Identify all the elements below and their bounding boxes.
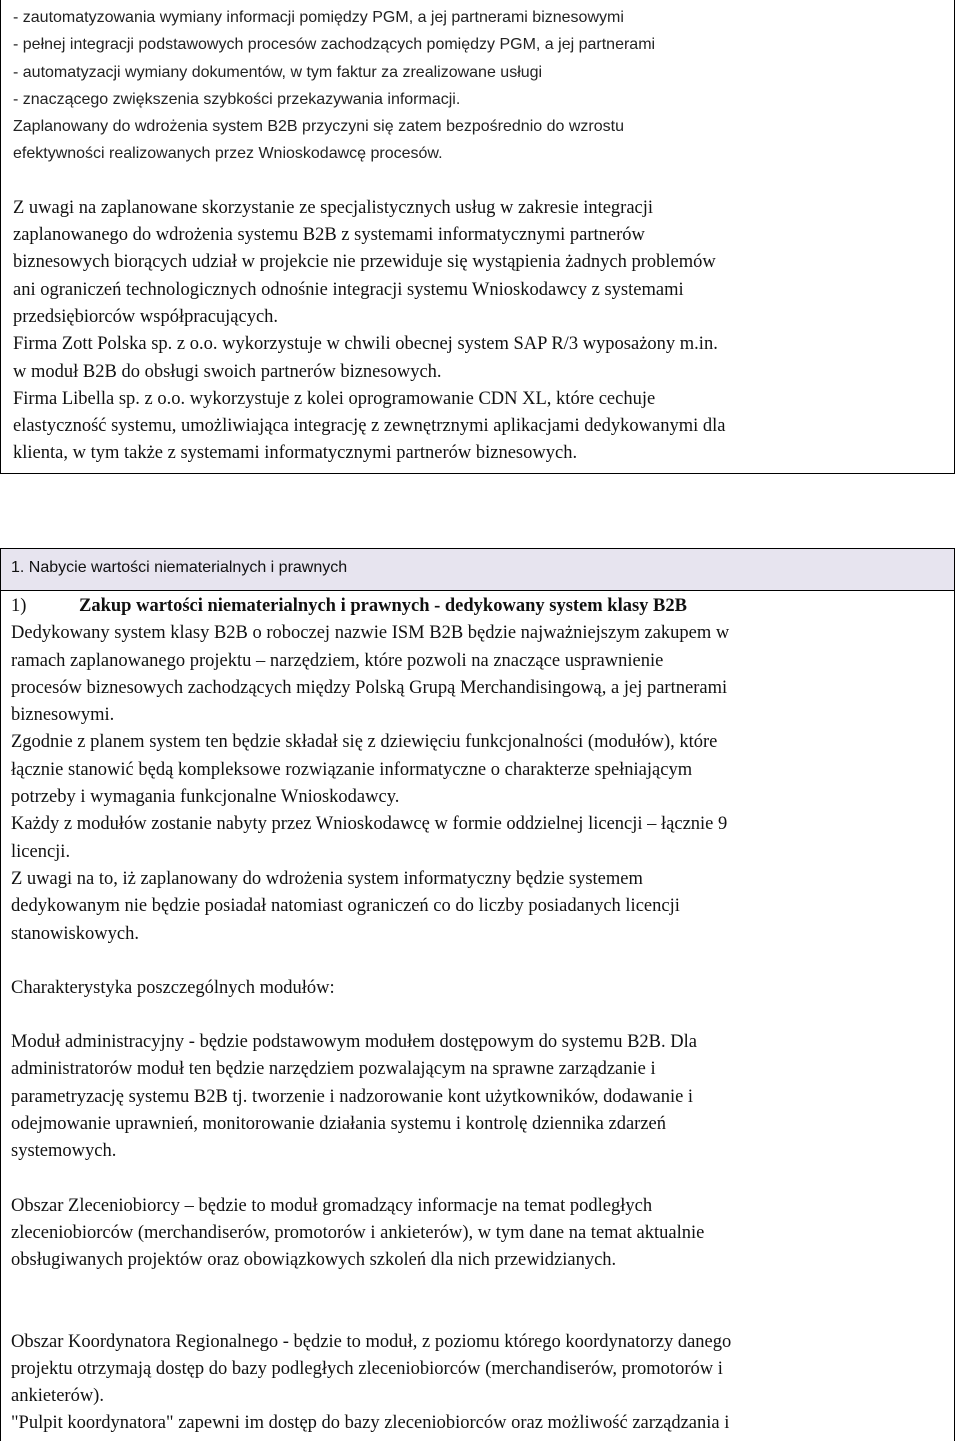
- text-line: - zautomatyzowania wymiany informacji pomiędzy PGM, a jej partnerami biznesowymi: [13, 9, 624, 26]
- text-line: Moduł administracyjny - będzie podstawowym modułem dostępowym do systemu B2B. Dla: [11, 1032, 697, 1053]
- heading-title: Zakup wartości niematerialnych i prawnych - dedykowany system klasy B2B: [79, 596, 687, 616]
- text-line: Firma Libella sp. z o.o. wykorzystuje z kolei oprogramowanie CDN XL, które cechuje: [13, 388, 656, 409]
- text-line: przedsiębiorców współpracujących.: [13, 306, 279, 327]
- section-heading: [11, 593, 946, 620]
- section-table: [0, 548, 955, 1441]
- text-line: Z uwagi na to, iż zaplanowany do wdrożenia system informatyczny będzie systemem: [11, 868, 643, 889]
- text-line: biznesowych biorących udział w projekcie nie przewiduje się wystąpienia żadnych problemów: [13, 252, 716, 273]
- text-line: Zgodnie z planem system ten będzie składał się z dziewięciu funkcjonalności (modułów), które: [11, 732, 718, 753]
- text-line: ankieterów).: [11, 1386, 104, 1407]
- text-line: Dedykowany system klasy B2B o roboczej nazwie ISM B2B będzie najważniejszym zakupem w: [11, 623, 730, 644]
- text-line: parametryzację systemu B2B tj. tworzenie i nadzorowanie kont użytkowników, dodawanie i: [11, 1086, 694, 1107]
- modules-intro: [11, 975, 946, 1002]
- text-line: projektu otrzymają dostęp do bazy podległych zleceniobiorców (merchandiserów, promotorów i: [11, 1358, 723, 1379]
- upper-text-box: [0, 0, 955, 474]
- text-line: klienta, w tym także z systemami informatycznymi partnerów biznesowych.: [13, 443, 578, 464]
- text-line: licencji.: [11, 841, 71, 862]
- text-line: procesów biznesowych zachodzących między Polską Grupą Merchandisingową, a jej partnerami: [11, 677, 728, 698]
- admin-module-paragraph: [11, 1029, 946, 1165]
- text-line: systemowych.: [11, 1141, 117, 1162]
- benefits-list: [13, 4, 942, 168]
- text-line: Zaplanowany do wdrożenia system B2B przyczyni się zatem bezpośrednio do wzrostu: [13, 118, 624, 136]
- text-line: dedykowanym nie będzie posiadał natomiast ograniczeń co do liczby posiadanych licencji: [11, 896, 680, 917]
- text-line: Każdy z modułów zostanie nabyty przez Wnioskodawcę w formie oddzielnej licencji – łącznie 9: [11, 814, 728, 835]
- text-line: elastyczność systemu, umożliwiająca integrację z zewnętrznymi aplikacjami dedykowanymi dla: [13, 416, 726, 437]
- text-line: - automatyzacji wymiany dokumentów, w tym faktur za zrealizowane usługi: [13, 63, 543, 81]
- text-line: potrzeby i wymagania funkcjonalne Wnioskodawcy.: [11, 787, 400, 808]
- text-line: - znaczącego zwiększenia szybkości przekazywania informacji.: [13, 90, 461, 108]
- text-line: - pełnej integracji podstawowych procesów zachodzących pomiędzy PGM, a jej partnerami: [13, 36, 656, 54]
- text-line: Firma Zott Polska sp. z o.o. wykorzystuje w chwili obecnej system SAP R/3 wyposażony m.in.: [13, 334, 718, 355]
- heading-number: 1): [11, 596, 27, 616]
- description-paragraph: [11, 620, 946, 948]
- text-line: łącznie stanowić będą kompleksowe rozwiązanie informatyczne o charakterze spełniającym: [11, 759, 693, 780]
- section-header: [1, 549, 954, 591]
- text-line: Obszar Koordynatora Regionalnego - będzie to moduł, z poziomu którego koordynatorzy danego: [11, 1331, 732, 1352]
- coordinator-module-paragraph: [11, 1329, 946, 1438]
- text-line: efektywności realizowanych przez Wnioskodawcę procesów.: [13, 145, 443, 163]
- text-line: stanowiskowych.: [11, 923, 139, 944]
- text-line: ramach zaplanowanego projektu – narzędziem, które pozwoli na znaczące usprawnienie: [11, 650, 664, 671]
- text-line: zleceniobiorców (merchandiserów, promotorów i ankieterów), w tym dane na temat aktualnie: [11, 1222, 705, 1243]
- text-line: odejmowanie uprawnień, monitorowanie działania systemu i kontrolę dziennika zdarzeń: [11, 1114, 666, 1135]
- text-line: zaplanowanego do wdrożenia systemu B2B z systemami informatycznymi partnerów: [13, 225, 645, 246]
- text-line: Charakterystyka poszczególnych modułów:: [11, 977, 335, 998]
- integration-paragraph: [13, 195, 942, 468]
- text-line: "Pulpit koordynatora" zapewni im dostęp do bazy zleceniobiorców oraz możliwość zarządzania i: [11, 1413, 730, 1434]
- text-line: biznesowymi.: [11, 705, 115, 726]
- text-line: Z uwagi na zaplanowane skorzystanie ze specjalistycznych usług w zakresie integracji: [13, 197, 654, 218]
- text-line: ani ograniczeń technologicznych odnośnie integracji systemu Wnioskodawcy z systemami: [13, 279, 684, 300]
- text-line: w moduł B2B do obsługi swoich partnerów biznesowych.: [13, 361, 442, 382]
- text-line: obsługiwanych projektów oraz obowiązkowych szkoleń dla nich przewidzianych.: [11, 1250, 617, 1271]
- text-line: Obszar Zleceniobiorcy – będzie to moduł gromadzący informacje na temat podległych: [11, 1195, 653, 1216]
- section-content: [1, 591, 954, 1438]
- contractor-module-paragraph: [11, 1193, 946, 1275]
- section-header-text: 1. Nabycie wartości niematerialnych i prawnych: [11, 559, 348, 576]
- text-line: administratorów moduł ten będzie narzędziem pozwalającym na sprawne zarządzanie i: [11, 1059, 656, 1080]
